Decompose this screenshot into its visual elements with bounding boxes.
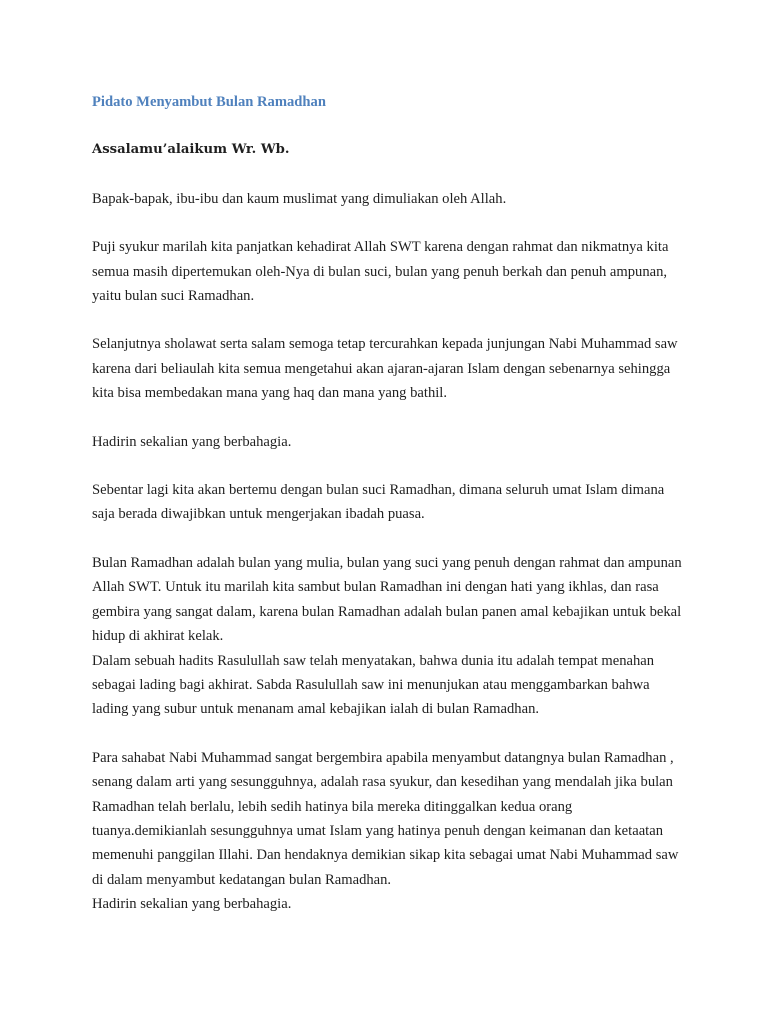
- paragraph: Bulan Ramadhan adalah bulan yang mulia, bulan yang suci yang penuh dengan rahmat dan ampunan Allah SWT. Untuk itu marilah kita sambut bulan Ramadhan ini dengan hati yang ikhlas, dan rasa gembira yang sangat dalam, karena bulan Ramadhan adalah bulan panen amal kebajikan untuk bekal hidup di akhirat kelak.: [92, 554, 682, 645]
- paragraph: Bapak-bapak, ibu-ibu dan kaum muslimat yang dimuliakan oleh Allah.: [92, 190, 507, 207]
- document-body: [92, 90, 682, 917]
- greeting: Assalamu’alaikum Wr. Wb.: [92, 142, 290, 158]
- paragraph: Hadirin sekalian yang berbahagia.: [92, 433, 292, 450]
- paragraph: Selanjutnya sholawat serta salam semoga tetap tercurahkan kepada junjungan Nabi Muhammad saw karena dari beliaulah kita semua mengetahui akan ajaran-ajaran Islam dengan sebenarnya sehingga kita bisa membedakan mana yang haq dan mana yang bathil.: [92, 336, 678, 402]
- paragraph: Para sahabat Nabi Muhammad sangat bergembira apabila menyambut datangnya bulan Ramadhan , senang dalam arti yang sesungguhnya, adalah rasa syukur, dan kesedihan yang mendalah jika bulan Ramadhan telah berlalu, lebih sedih hatinya bila mereka ditinggalkan kedua orang tuanya.demikianlah sesungguhnya umat Islam yang hatinya penuh dengan keimanan dan ketaatan memenuhi panggilan Illahi. Dan hendaknya demikian sikap kita sebagai umat Nabi Muhammad saw di dalam menyambut kedatangan bulan Ramadhan.: [92, 749, 679, 888]
- paragraph: Puji syukur marilah kita panjatkan kehadirat Allah SWT karena dengan rahmat dan nikmatnya kita semua masih dipertemukan oleh-Nya di bulan suci, bulan yang penuh berkah dan penuh ampunan, yaitu bulan suci Ramadhan.: [92, 239, 669, 305]
- paragraph: Hadirin sekalian yang berbahagia.: [92, 896, 292, 913]
- document-title: Pidato Menyambut Bulan Ramadhan: [92, 94, 326, 110]
- paragraph: Dalam sebuah hadits Rasulullah saw telah menyatakan, bahwa dunia itu adalah tempat menahan sebagai lading bagi akhirat. Sabda Rasulullah saw ini menunjukan atau menggambarkan bahwa lading yang subur untuk menanam amal kebajikan ialah di bulan Ramadhan.: [92, 652, 655, 718]
- paragraph: Sebentar lagi kita akan bertemu dengan bulan suci Ramadhan, dimana seluruh umat Islam dimana saja berada diwajibkan untuk mengerjakan ibadah puasa.: [92, 482, 665, 523]
